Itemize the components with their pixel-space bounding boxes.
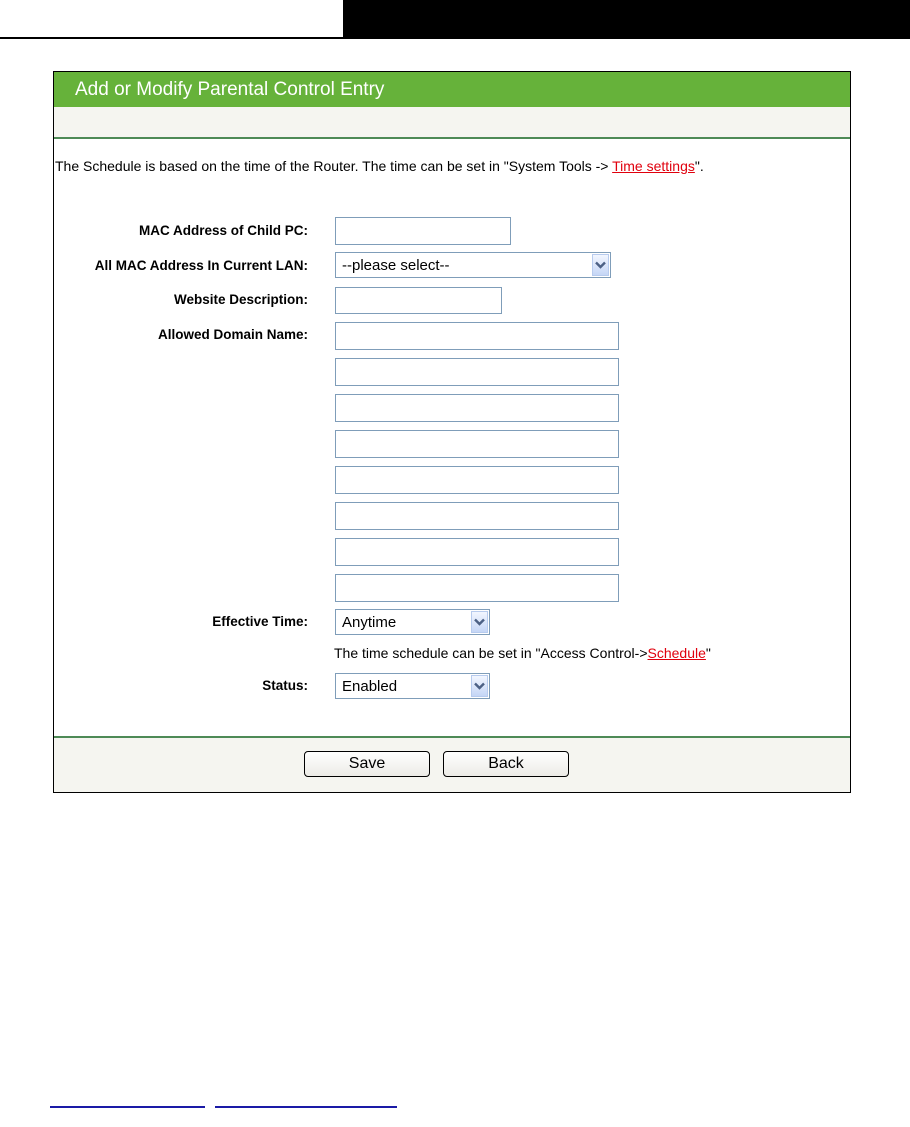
notice-text-before: The Schedule is based on the time of the Router. The time can be set in "System Tools -> <box>55 158 613 174</box>
mac-child-label: MAC Address of Child PC: <box>138 223 308 238</box>
hint-text-after: " <box>705 645 711 661</box>
domain-name-input-4[interactable] <box>335 430 619 458</box>
domain-name-input-1[interactable] <box>335 322 619 350</box>
effective-time-select[interactable] <box>335 609 490 635</box>
notice-text-after: ". <box>694 158 704 174</box>
all-mac-selected-value: --please select-- <box>342 257 450 274</box>
back-button[interactable]: Back <box>443 751 569 777</box>
status-selected-value: Enabled <box>342 678 398 695</box>
footer-link-2[interactable] <box>215 1106 397 1108</box>
all-mac-label: All MAC Address In Current LAN: <box>94 258 308 273</box>
effective-time-label: Effective Time: <box>212 614 308 629</box>
effective-time-selected-value: Anytime <box>342 614 397 631</box>
time-settings-link[interactable]: Time settings <box>612 158 695 174</box>
all-mac-select[interactable] <box>335 252 611 278</box>
header-band <box>54 107 850 137</box>
hint-text-before: The time schedule can be set in "Access Control-> <box>334 645 648 661</box>
status-label: Status: <box>262 678 308 693</box>
schedule-hint <box>334 645 711 661</box>
domain-name-input-2[interactable] <box>335 358 619 386</box>
footer-link-1[interactable] <box>50 1106 205 1108</box>
allowed-domain-label: Allowed Domain Name: <box>157 327 308 342</box>
schedule-link[interactable]: Schedule <box>647 645 706 661</box>
button-band <box>54 738 850 792</box>
domain-name-input-5[interactable] <box>335 466 619 494</box>
chevron-down-icon[interactable] <box>471 675 488 697</box>
schedule-notice <box>55 158 704 174</box>
save-button[interactable]: Save <box>304 751 430 777</box>
parental-control-panel <box>53 71 851 793</box>
status-select[interactable] <box>335 673 490 699</box>
page-title: Add or Modify Parental Control Entry <box>75 79 385 100</box>
chevron-down-icon[interactable] <box>592 254 609 276</box>
website-description-input[interactable] <box>335 287 502 314</box>
domain-name-input-7[interactable] <box>335 538 619 566</box>
panel-header <box>54 72 850 107</box>
mac-child-input[interactable] <box>335 217 511 245</box>
divider-top <box>54 137 850 139</box>
domain-name-input-6[interactable] <box>335 502 619 530</box>
chevron-down-icon[interactable] <box>471 611 488 633</box>
top-rule <box>0 37 343 39</box>
domain-name-input-3[interactable] <box>335 394 619 422</box>
domain-name-input-8[interactable] <box>335 574 619 602</box>
top-black-bar <box>343 0 910 39</box>
website-description-label: Website Description: <box>173 292 308 307</box>
